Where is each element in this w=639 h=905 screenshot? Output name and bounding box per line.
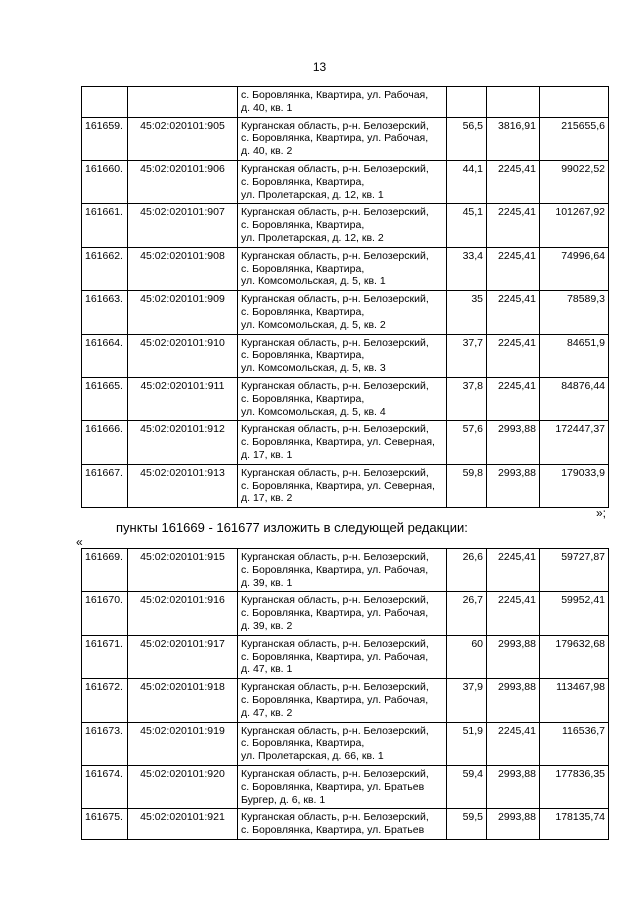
unit-price-cell: 2245,41 — [487, 377, 540, 420]
total-value-cell: 179033,9 — [540, 464, 609, 507]
address-line: ул. Комсомольская, д. 5, кв. 2 — [241, 318, 386, 331]
address-line: Курганская область, р-н. Белозерский, — [241, 594, 429, 607]
address-line: Курганская область, р-н. Белозерский, — [241, 336, 429, 349]
table-row — [82, 247, 609, 290]
address-line: Курганская область, р-н. Белозерский, — [241, 293, 429, 306]
cadastral-number-cell: 45:02:020101:908 — [128, 247, 238, 290]
area-cell: 60 — [447, 635, 487, 678]
page-number: 13 — [312, 60, 327, 74]
address-line: ул. Пролетарская, д. 66, кв. 1 — [241, 750, 384, 763]
address-line: с. Боровлянка, Квартира, ул. Рабочая, — [241, 650, 429, 663]
address-line: Курганская область, р-н. Белозерский, — [241, 551, 429, 563]
address-line: с. Боровлянка, Квартира, ул. Рабочая, — [241, 693, 429, 706]
address-line: Курганская область, р-н. Белозерский, — [241, 637, 429, 650]
address-cell — [238, 377, 447, 420]
unit-price-cell: 2245,41 — [487, 549, 540, 592]
address-line: Бургер, д. 6, кв. 1 — [241, 793, 326, 806]
address-line: ул. Пролетарская, д. 12, кв. 2 — [241, 231, 384, 244]
area-cell: 37,9 — [447, 679, 487, 722]
table-row — [82, 592, 609, 635]
total-value-cell — [540, 87, 609, 118]
address-cell — [238, 247, 447, 290]
table-row — [82, 117, 609, 160]
address-line: Курганская область, р-н. Белозерский, — [241, 423, 429, 436]
item-number-cell: 161670. — [82, 592, 128, 635]
address-cell — [238, 117, 447, 160]
item-number-cell: 161672. — [82, 679, 128, 722]
unit-price-cell: 2993,88 — [487, 464, 540, 507]
address-line: д. 47, кв. 1 — [241, 663, 293, 676]
item-number-cell: 161661. — [82, 204, 128, 247]
cadastral-number-cell: 45:02:020101:918 — [128, 679, 238, 722]
address-line: с. Боровлянка, Квартира, — [241, 219, 365, 232]
area-cell: 26,6 — [447, 549, 487, 592]
unit-price-cell: 2245,41 — [487, 204, 540, 247]
table-row — [82, 334, 609, 377]
address-cell — [238, 549, 447, 592]
total-value-cell: 59952,41 — [540, 592, 609, 635]
item-number-cell: 161660. — [82, 160, 128, 203]
total-value-cell: 172447,37 — [540, 421, 609, 464]
item-number-cell: 161663. — [82, 291, 128, 334]
address-line: ул. Комсомольская, д. 5, кв. 4 — [241, 405, 386, 418]
area-cell: 45,1 — [447, 204, 487, 247]
unit-price-cell: 3816,91 — [487, 117, 540, 160]
address-line: с. Боровлянка, Квартира, ул. Братьев — [241, 824, 425, 837]
area-cell: 59,8 — [447, 464, 487, 507]
unit-price-cell: 2245,41 — [487, 160, 540, 203]
table-row — [82, 204, 609, 247]
address-cell — [238, 635, 447, 678]
address-line: Курганская область, р-н. Белозерский, — [241, 249, 429, 262]
cadastral-number-cell: 45:02:020101:909 — [128, 291, 238, 334]
item-number-cell: 161669. — [82, 549, 128, 592]
cadastral-number-cell: 45:02:020101:919 — [128, 722, 238, 765]
table-row — [82, 87, 609, 118]
address-cell — [238, 464, 447, 507]
address-line: д. 17, кв. 1 — [241, 448, 293, 461]
address-line: с. Боровлянка, Квартира, — [241, 392, 365, 405]
cadastral-number-cell: 45:02:020101:915 — [128, 549, 238, 592]
unit-price-cell: 2993,88 — [487, 809, 540, 840]
amendment-instruction: пункты 161669 - 161677 изложить в следующей редакции: — [116, 520, 468, 535]
total-value-cell: 101267,92 — [540, 204, 609, 247]
address-cell — [238, 204, 447, 247]
area-cell: 56,5 — [447, 117, 487, 160]
address-line: ул. Комсомольская, д. 5, кв. 1 — [241, 275, 386, 288]
area-cell: 59,5 — [447, 809, 487, 840]
opening-quote: « — [76, 535, 83, 549]
address-cell — [238, 679, 447, 722]
property-table-new-edition — [81, 548, 609, 840]
table-row — [82, 291, 609, 334]
unit-price-cell: 2245,41 — [487, 592, 540, 635]
cadastral-number-cell: 45:02:020101:921 — [128, 809, 238, 840]
cadastral-number-cell: 45:02:020101:920 — [128, 765, 238, 808]
address-cell — [238, 291, 447, 334]
area-cell: 51,9 — [447, 722, 487, 765]
address-line: с. Боровлянка, Квартира, — [241, 349, 365, 362]
address-line: с. Боровлянка, Квартира, ул. Северная, — [241, 479, 435, 492]
address-line: ул. Комсомольская, д. 5, кв. 3 — [241, 362, 386, 375]
area-cell: 37,7 — [447, 334, 487, 377]
table-row — [82, 377, 609, 420]
address-cell — [238, 421, 447, 464]
table-row — [82, 160, 609, 203]
address-line: с. Боровлянка, Квартира, ул. Рабочая, — [241, 132, 429, 145]
address-cell — [238, 592, 447, 635]
table-row — [82, 635, 609, 678]
total-value-cell: 78589,3 — [540, 291, 609, 334]
table-row — [82, 809, 609, 840]
unit-price-cell: 2245,41 — [487, 247, 540, 290]
unit-price-cell: 2245,41 — [487, 334, 540, 377]
cadastral-number-cell: 45:02:020101:905 — [128, 117, 238, 160]
total-value-cell: 59727,87 — [540, 549, 609, 592]
cadastral-number-cell — [128, 87, 238, 118]
address-cell — [238, 334, 447, 377]
total-value-cell: 215655,6 — [540, 117, 609, 160]
total-value-cell: 178135,74 — [540, 809, 609, 840]
address-cell — [238, 160, 447, 203]
address-line: с. Боровлянка, Квартира, ул. Рабочая, — [241, 563, 429, 576]
address-line: д. 39, кв. 2 — [241, 619, 293, 632]
item-number-cell: 161665. — [82, 377, 128, 420]
item-number-cell: 161675. — [82, 809, 128, 840]
unit-price-cell: 2245,41 — [487, 291, 540, 334]
address-line: с. Боровлянка, Квартира, ул. Рабочая, — [241, 607, 429, 620]
area-cell — [447, 87, 487, 118]
address-line: Курганская область, р-н. Белозерский, — [241, 379, 429, 392]
address-line: с. Боровлянка, Квартира, — [241, 305, 365, 318]
address-line: Курганская область, р-н. Белозерский, — [241, 119, 429, 132]
address-line: Курганская область, р-н. Белозерский, — [241, 811, 429, 824]
address-line: с. Боровлянка, Квартира, ул. Северная, — [241, 436, 435, 449]
cadastral-number-cell: 45:02:020101:916 — [128, 592, 238, 635]
total-value-cell: 179632,68 — [540, 635, 609, 678]
address-line: д. 40, кв. 1 — [241, 101, 293, 114]
address-line: ул. Пролетарская, д. 12, кв. 1 — [241, 188, 384, 201]
address-line: Курганская область, р-н. Белозерский, — [241, 466, 429, 479]
table-row — [82, 549, 609, 592]
item-number-cell: 161673. — [82, 722, 128, 765]
area-cell: 26,7 — [447, 592, 487, 635]
unit-price-cell: 2993,88 — [487, 679, 540, 722]
unit-price-cell: 2993,88 — [487, 765, 540, 808]
address-line: Курганская область, р-н. Белозерский, — [241, 162, 429, 175]
cadastral-number-cell: 45:02:020101:910 — [128, 334, 238, 377]
address-line: Курганская область, р-н. Белозерский, — [241, 724, 429, 737]
address-line: д. 39, кв. 1 — [241, 576, 293, 589]
address-line: с. Боровлянка, Квартира, — [241, 175, 365, 188]
area-cell: 33,4 — [447, 247, 487, 290]
total-value-cell: 177836,35 — [540, 765, 609, 808]
item-number-cell: 161662. — [82, 247, 128, 290]
cadastral-number-cell: 45:02:020101:912 — [128, 421, 238, 464]
area-cell: 37,8 — [447, 377, 487, 420]
address-line: с. Боровлянка, Квартира, ул. Братьев — [241, 780, 425, 793]
address-line: с. Боровлянка, Квартира, — [241, 262, 365, 275]
table-row — [82, 421, 609, 464]
area-cell: 59,4 — [447, 765, 487, 808]
unit-price-cell — [487, 87, 540, 118]
total-value-cell: 74996,64 — [540, 247, 609, 290]
item-number-cell: 161659. — [82, 117, 128, 160]
address-cell — [238, 765, 447, 808]
table-row — [82, 679, 609, 722]
cadastral-number-cell: 45:02:020101:907 — [128, 204, 238, 247]
total-value-cell: 84876,44 — [540, 377, 609, 420]
unit-price-cell: 2993,88 — [487, 635, 540, 678]
area-cell: 44,1 — [447, 160, 487, 203]
cadastral-number-cell: 45:02:020101:917 — [128, 635, 238, 678]
address-line: с. Боровлянка, Квартира, ул. Рабочая, — [241, 89, 429, 101]
unit-price-cell: 2993,88 — [487, 421, 540, 464]
table-row — [82, 722, 609, 765]
item-number-cell: 161674. — [82, 765, 128, 808]
item-number-cell: 161671. — [82, 635, 128, 678]
area-cell: 35 — [447, 291, 487, 334]
item-number-cell: 161667. — [82, 464, 128, 507]
cadastral-number-cell: 45:02:020101:906 — [128, 160, 238, 203]
item-number-cell: 161666. — [82, 421, 128, 464]
total-value-cell: 116536,7 — [540, 722, 609, 765]
unit-price-cell: 2245,41 — [487, 722, 540, 765]
table-row — [82, 765, 609, 808]
total-value-cell: 99022,52 — [540, 160, 609, 203]
closing-quote: »; — [596, 506, 607, 520]
table-row — [82, 464, 609, 507]
address-cell — [238, 722, 447, 765]
address-cell — [238, 809, 447, 840]
address-line: с. Боровлянка, Квартира, — [241, 737, 365, 750]
total-value-cell: 84651,9 — [540, 334, 609, 377]
address-line: д. 47, кв. 2 — [241, 706, 293, 719]
item-number-cell — [82, 87, 128, 118]
address-line: Курганская область, р-н. Белозерский, — [241, 681, 429, 694]
cadastral-number-cell: 45:02:020101:913 — [128, 464, 238, 507]
total-value-cell: 113467,98 — [540, 679, 609, 722]
address-line: Курганская область, р-н. Белозерский, — [241, 767, 429, 780]
cadastral-number-cell: 45:02:020101:911 — [128, 377, 238, 420]
item-number-cell: 161664. — [82, 334, 128, 377]
address-line: д. 17, кв. 2 — [241, 492, 293, 505]
address-line: Курганская область, р-н. Белозерский, — [241, 206, 429, 219]
address-line: д. 40, кв. 2 — [241, 145, 293, 158]
property-table-continued — [81, 86, 609, 508]
area-cell: 57,6 — [447, 421, 487, 464]
address-cell — [238, 87, 447, 118]
